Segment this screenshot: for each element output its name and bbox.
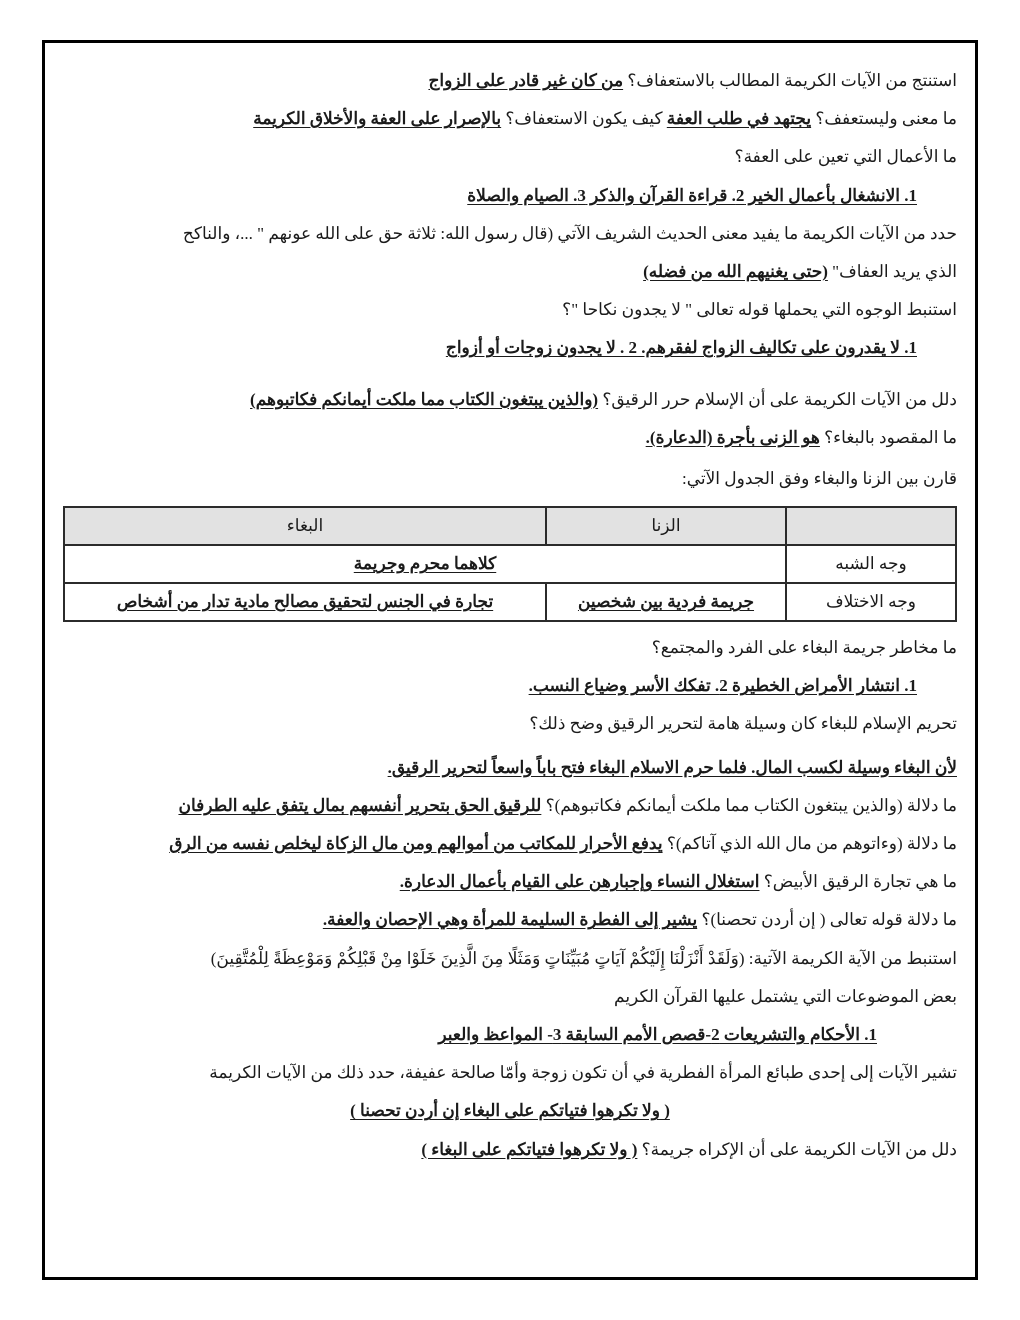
- text-line: [63, 754, 957, 781]
- answer-text: 1. انتشار الأمراض الخطيرة 2. تفكك الأسر وضياع النسب.: [528, 676, 917, 696]
- answer-text: بالإصرار على العفة والأخلاق الكريمة: [253, 109, 502, 129]
- similarity-value-cell: كلاهما محرم وجريمة: [64, 545, 786, 583]
- text-line: [63, 258, 957, 285]
- answer-text: 1. لا يقدرون على تكاليف الزواج لفقرهم. 2 . لا يجدون زوجات أو أزواج: [445, 338, 917, 358]
- question-text: حدد من الآيات الكريمة ما يفيد معنى الحديث الشريف الآتي (قال رسول الله: ثلاثة حق على الله عونهم " ...، والناكح: [182, 223, 957, 243]
- difference-label-cell: وجه الاختلاف: [786, 583, 956, 621]
- questions-section-top: [63, 67, 957, 492]
- question-text: ما المقصود بالبغاء؟: [819, 427, 957, 447]
- answer-text: 1. الانشغال بأعمال الخير 2. قراءة القرآن والذكر 3. الصيام والصلاة: [467, 185, 917, 205]
- answer-text: يدفع الأحرار للمكاتب من أموالهم ومن مال الزكاة ليخلص نفسه من الرق: [169, 834, 663, 853]
- text-line: [63, 465, 957, 492]
- answer-text: للرقيق الحق بتحرير أنفسهم بمال يتفق عليه الطرفان: [178, 795, 542, 815]
- text-line: [63, 1136, 957, 1163]
- question-text: دلل من الآيات الكريمة على أن الإكراه جريمة؟: [637, 1139, 957, 1159]
- question-text: دلل من الآيات الكريمة على أن الإسلام حرر الرقيق؟: [598, 389, 957, 409]
- question-text: ما الأعمال التي تعين على العفة؟: [734, 147, 957, 167]
- answer-text: يشير إلى الفطرة السليمة للمرأة وهي الإحصان والعفة.: [322, 910, 698, 930]
- text-line: [63, 334, 957, 361]
- question-text: ما هي تجارة الرقيق الأبيض؟: [759, 872, 957, 892]
- questions-section-bottom: [63, 634, 957, 1163]
- text-line: [63, 182, 957, 209]
- text-line: [63, 143, 957, 170]
- header-zina-cell: الزنا: [546, 507, 786, 545]
- question-text: ما معنى وليستعفف؟: [811, 109, 957, 129]
- text-line: [63, 67, 957, 94]
- question-text: استنبط الوجوه التي يحملها قوله تعالى " لا يجدون نكاحا "؟: [562, 300, 957, 320]
- comparison-table: [63, 506, 957, 622]
- text-line: [63, 105, 957, 132]
- difference-zina-cell: جريمة فردية بين شخصين: [546, 583, 786, 621]
- text-line: [63, 386, 957, 413]
- text-line: [63, 906, 957, 933]
- text-line: [63, 634, 957, 661]
- text-line: [63, 672, 957, 699]
- answer-text: استغلال النساء وإجبارهن على القيام بأعمال الدعارة.: [399, 872, 760, 892]
- question-text: كيف يكون الاستعفاف؟: [501, 109, 667, 129]
- text-line: [63, 1021, 957, 1048]
- question-text: ما مخاطر جريمة البغاء على الفرد والمجتمع؟: [651, 638, 957, 658]
- question-text: استنتج من الآيات الكريمة المطالب بالاستعفاف؟: [623, 71, 957, 90]
- answer-text: لأن البغاء وسيلة لكسب المال. فلما حرم الاسلام البغاء فتح باباً واسعاً لتحرير الرقيق.: [387, 757, 957, 777]
- text-line: [63, 983, 957, 1010]
- answer-text: (حتى يغنيهم الله من فضله): [643, 261, 828, 281]
- question-text: بعض الموضوعات التي يشتمل عليها القرآن الكريم: [614, 986, 957, 1006]
- answer-text: يجتهد في طلب العفة: [666, 109, 812, 129]
- question-text: ما دلالة قوله تعالى ( إن أردن تحصنا)؟: [697, 910, 957, 930]
- answer-text: 1. الأحكام والتشريعات 2-قصص الأمم السابقة 3- المواعظ والعبر: [438, 1024, 877, 1044]
- text-line: [63, 830, 957, 857]
- question-text: الذي يريد العفاف": [827, 261, 957, 281]
- answer-text: هو الزنى بأجرة (الدعارة).: [645, 427, 820, 447]
- text-line: [63, 710, 957, 737]
- text-line: [63, 424, 957, 451]
- table-header-row: [64, 507, 956, 545]
- question-text: ما دلالة (والذين يبتغون الكتاب مما ملكت أيمانكم فكاتبوهم)؟: [541, 795, 957, 815]
- question-text: استنبط من الآية الكريمة الآتية: (وَلَقَدْ أَنْزَلْنَا إِلَيْكُمْ آيَاتٍ مُبَيِّنَاتٍ وَمَثَلًا مِنَ الَّذِينَ خَلَوْا مِنْ قَبْلِكُمْ وَمَوْعِظَةً لِلْمُتَّقِينَ): [210, 948, 957, 968]
- difference-bigha-cell: تجارة في الجنس لتحقيق مصالح مادية تدار من أشخاص: [64, 583, 546, 621]
- answer-text: من كان غير قادر على الزواج: [428, 71, 624, 90]
- similarity-label-cell: وجه الشبه: [786, 545, 956, 583]
- text-line: [63, 1097, 957, 1124]
- page-border-frame: [42, 40, 978, 1280]
- text-line: [63, 220, 957, 247]
- similarity-row: [64, 545, 956, 583]
- text-line: [63, 868, 957, 895]
- answer-text: ( ولا تكرهوا فتياتكم على البغاء ): [421, 1139, 638, 1159]
- answer-text: (والذين يبتغون الكتاب مما ملكت أيمانكم فكاتبوهم): [250, 389, 599, 409]
- question-text: ما دلالة (وءاتوهم من مال الله الذي آتاكم)؟: [662, 834, 957, 853]
- header-bigha-cell: البغاء: [64, 507, 546, 545]
- answer-text: ( ولا تكرهوا فتياتكم على البغاء إن أردن تحصنا ): [350, 1101, 670, 1121]
- question-text: تحريم الإسلام للبغاء كان وسيلة هامة لتحرير الرقيق وضح ذلك؟: [529, 714, 957, 734]
- text-line: [63, 1059, 957, 1086]
- text-line: [63, 296, 957, 323]
- question-text: قارن بين الزنا والبغاء وفق الجدول الآتي:: [681, 468, 957, 488]
- header-empty-cell: [786, 507, 956, 545]
- text-line: [63, 945, 957, 972]
- question-text: تشير الآيات إلى إحدى طبائع المرأة الفطرية في أن تكون زوجة وأمّا صالحة عفيفة، حدد ذلك من الآيات الكريمة: [209, 1063, 957, 1083]
- difference-row: [64, 583, 956, 621]
- text-line: [63, 792, 957, 819]
- document-content: [63, 67, 957, 1163]
